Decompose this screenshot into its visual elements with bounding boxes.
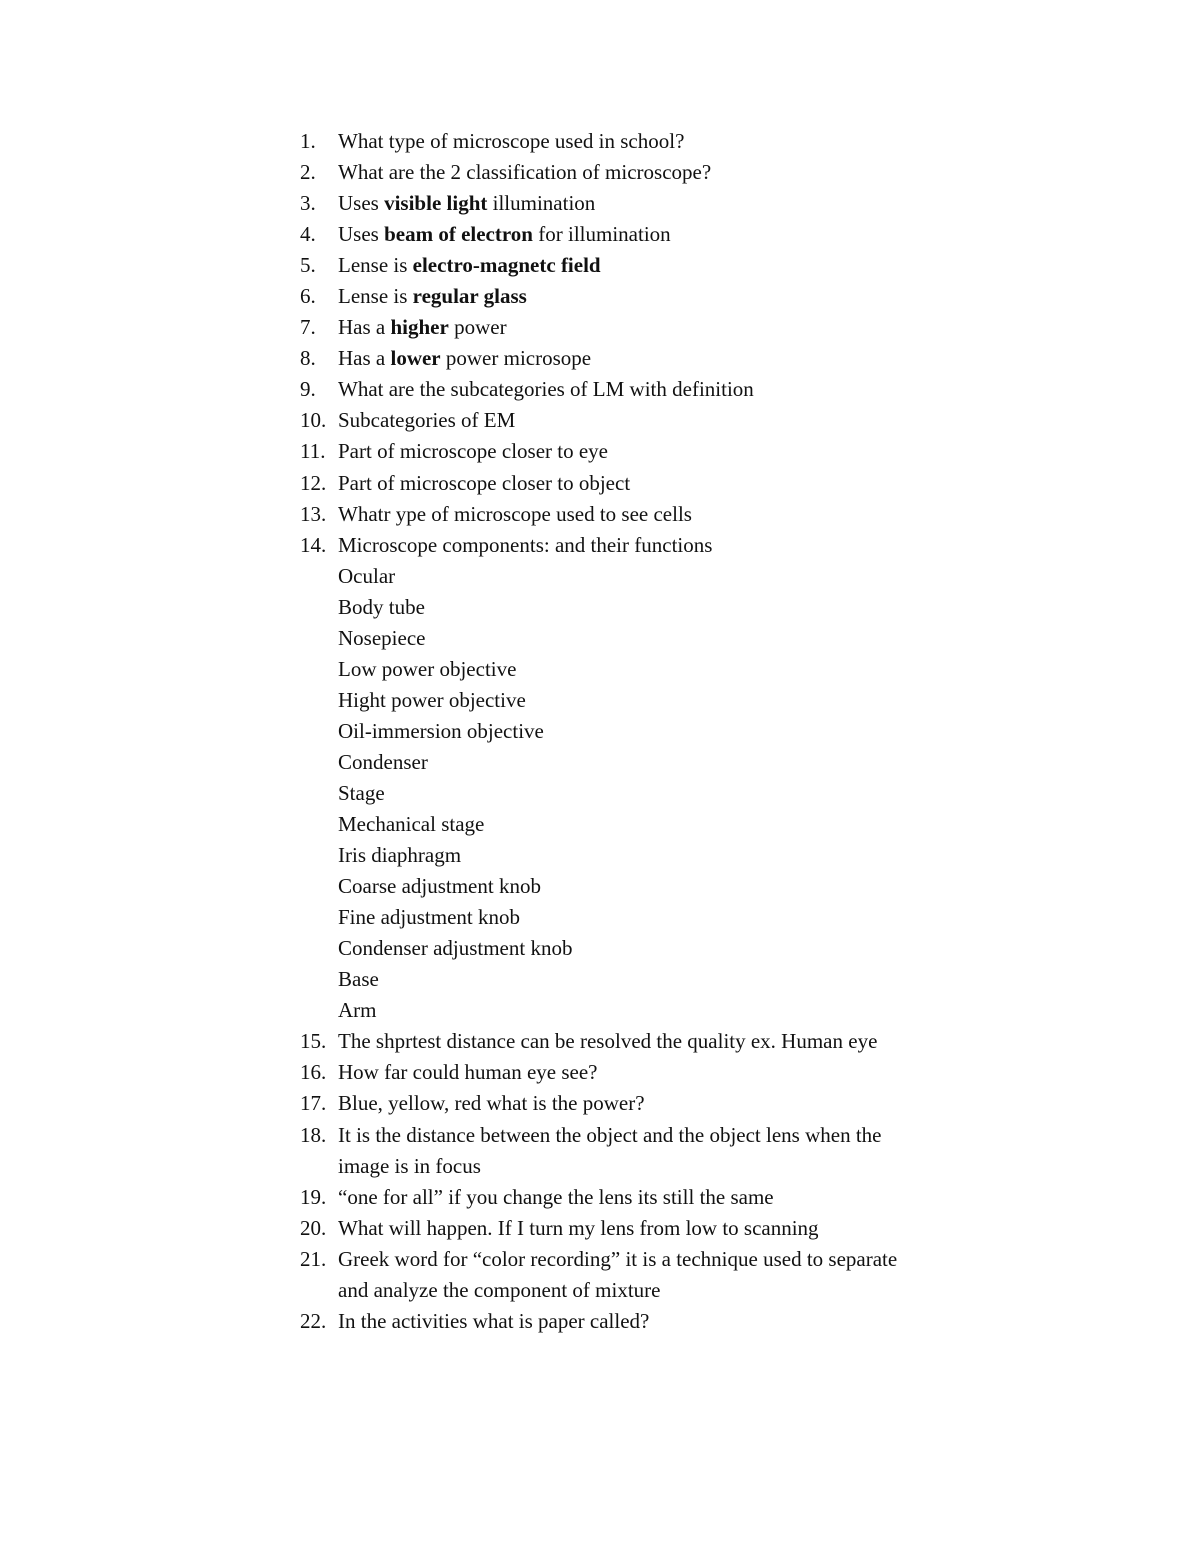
list-item-continuation	[300, 995, 980, 1026]
list-item-text	[338, 809, 980, 840]
list-item-number: 7.	[300, 315, 316, 340]
text-segment: How far could human eye see?	[338, 1060, 598, 1085]
text-segment: Iris diaphragm	[338, 843, 462, 868]
list-item-continuation	[300, 778, 980, 809]
list-item-number: 5.	[300, 253, 316, 278]
list-item-text	[338, 405, 980, 436]
text-segment: Oil-immersion objective	[338, 718, 544, 743]
list-item-text	[338, 685, 980, 716]
list-item	[300, 157, 980, 188]
bold-term: lower	[390, 346, 441, 371]
list-item-text	[338, 343, 980, 374]
text-segment: “one for all” if you change the lens its still the same	[338, 1184, 774, 1209]
list-item-number: 2.	[300, 160, 316, 185]
list-item-text	[338, 436, 980, 467]
list-item-text	[338, 1306, 980, 1337]
list-item-text	[338, 219, 980, 250]
list-item-number: 15.	[300, 1029, 327, 1054]
list-item-text	[338, 1057, 980, 1088]
list-item-text	[338, 312, 980, 343]
list-item	[300, 1213, 980, 1244]
list-item-text	[338, 1244, 980, 1275]
list-item-number: 9.	[300, 377, 316, 402]
list-item-text	[338, 902, 980, 933]
list-item-continuation	[300, 561, 980, 592]
list-item-continuation	[300, 654, 980, 685]
list-item-continuation	[300, 964, 980, 995]
text-segment: Part of microscope closer to object	[338, 470, 631, 495]
text-segment: Base	[338, 967, 379, 992]
list-item-continuation	[300, 592, 980, 623]
list-item-continuation	[300, 716, 980, 747]
list-item	[300, 343, 980, 374]
list-item-number: 17.	[300, 1091, 327, 1116]
bold-term: beam of electron	[384, 222, 533, 247]
text-segment: Fine adjustment knob	[338, 905, 520, 930]
text-segment: Subcategories of EM	[338, 408, 516, 433]
list-item-number: 8.	[300, 346, 316, 371]
list-item-text	[338, 1088, 980, 1119]
list-item	[300, 468, 980, 499]
text-segment: Condenser	[338, 749, 428, 774]
text-segment: Blue, yellow, red what is the power?	[338, 1091, 645, 1116]
question-list	[300, 126, 980, 1337]
text-segment: Has a	[338, 315, 391, 340]
list-item	[300, 250, 980, 281]
list-item-continuation	[300, 1151, 980, 1182]
list-item-continuation	[300, 623, 980, 654]
text-segment: Arm	[338, 998, 377, 1023]
text-segment: Stage	[338, 780, 385, 805]
list-item-number: 20.	[300, 1215, 327, 1240]
list-item-continuation	[300, 747, 980, 778]
text-segment: Low power objective	[338, 656, 517, 681]
list-item-text	[338, 188, 980, 219]
list-item-text	[338, 250, 980, 281]
list-item-text	[338, 126, 980, 157]
list-item-number: 18.	[300, 1122, 327, 1147]
list-item-text	[338, 933, 980, 964]
text-segment: Uses	[338, 222, 385, 247]
list-item-continuation	[300, 871, 980, 902]
text-segment: It is the distance between the object and the object lens when the	[338, 1122, 882, 1147]
list-item-number: 6.	[300, 284, 316, 309]
list-item-continuation	[300, 902, 980, 933]
list-item	[300, 219, 980, 250]
text-segment: illumination	[487, 191, 596, 216]
list-item-text	[338, 157, 980, 188]
text-segment: Mechanical stage	[338, 812, 485, 837]
list-item	[300, 126, 980, 157]
list-item	[300, 1306, 980, 1337]
list-item-number: 11.	[300, 439, 326, 464]
text-segment: Nosepiece	[338, 625, 426, 650]
list-item-text	[338, 374, 980, 405]
text-segment: for illumination	[533, 222, 671, 247]
list-item-text	[338, 468, 980, 499]
text-segment: What are the subcategories of LM with definition	[338, 377, 754, 402]
list-item	[300, 1182, 980, 1213]
list-item	[300, 499, 980, 530]
list-item-text	[338, 1275, 980, 1306]
list-item-text	[338, 747, 980, 778]
list-item	[300, 374, 980, 405]
bold-term: regular glass	[412, 284, 527, 309]
list-item-number: 21.	[300, 1246, 327, 1271]
text-segment: and analyze the component of mixture	[338, 1277, 661, 1302]
list-item-text	[338, 1151, 980, 1182]
list-item-text	[338, 1213, 980, 1244]
list-item	[300, 1057, 980, 1088]
list-item-continuation	[300, 1275, 980, 1306]
list-item-text	[338, 623, 980, 654]
list-item-number: 12.	[300, 470, 327, 495]
list-item	[300, 436, 980, 467]
text-segment: power	[448, 315, 507, 340]
text-segment: In the activities what is paper called?	[338, 1308, 650, 1333]
list-item-number: 3.	[300, 191, 316, 216]
list-item-continuation	[300, 933, 980, 964]
list-item	[300, 405, 980, 436]
list-item-number: 14.	[300, 532, 327, 557]
list-item-text	[338, 778, 980, 809]
list-item	[300, 312, 980, 343]
text-segment: Whatr ype of microscope used to see cells	[338, 501, 692, 526]
list-item-number: 13.	[300, 501, 327, 526]
text-segment: Lense is	[338, 253, 413, 278]
list-item-continuation	[300, 840, 980, 871]
list-item-text	[338, 1026, 980, 1057]
list-item-text	[338, 499, 980, 530]
list-item-text	[338, 654, 980, 685]
list-item-text	[338, 1182, 980, 1213]
text-segment: What will happen. If I turn my lens from low to scanning	[338, 1215, 819, 1240]
text-segment: What are the 2 classification of microscope?	[338, 160, 712, 185]
text-segment: What type of microscope used in school?	[338, 129, 685, 153]
text-segment: Body tube	[338, 594, 425, 619]
list-item	[300, 530, 980, 561]
text-segment: Hight power objective	[338, 687, 526, 712]
list-item-text	[338, 995, 980, 1026]
list-item-number: 4.	[300, 222, 316, 247]
list-item-text	[338, 561, 980, 592]
list-item-number: 22.	[300, 1308, 327, 1333]
list-item-continuation	[300, 809, 980, 840]
list-item-number: 1.	[300, 129, 316, 153]
list-item-text	[338, 1120, 980, 1151]
list-item	[300, 1088, 980, 1119]
list-item-text	[338, 716, 980, 747]
text-segment: Condenser adjustment knob	[338, 936, 573, 961]
list-item-text	[338, 964, 980, 995]
text-segment: Coarse adjustment knob	[338, 874, 541, 899]
list-item-number: 16.	[300, 1060, 327, 1085]
text-segment: power microsope	[440, 346, 592, 371]
text-segment: Microscope components: and their functions	[338, 532, 713, 557]
list-item-number: 10.	[300, 408, 327, 433]
list-item-text	[338, 840, 980, 871]
list-item-number: 19.	[300, 1184, 327, 1209]
list-item	[300, 281, 980, 312]
list-item-text	[338, 592, 980, 623]
list-item-text	[338, 281, 980, 312]
bold-term: visible light	[384, 191, 488, 216]
list-item-text	[338, 530, 980, 561]
list-item-continuation	[300, 685, 980, 716]
text-segment: Greek word for “color recording” it is a technique used to separate	[338, 1246, 898, 1271]
text-segment: image is in focus	[338, 1153, 481, 1178]
text-segment: Ocular	[338, 563, 396, 588]
list-item	[300, 1026, 980, 1057]
text-segment: Part of microscope closer to eye	[338, 439, 608, 464]
text-segment: Lense is	[338, 284, 413, 309]
list-item	[300, 1244, 980, 1275]
list-item	[300, 188, 980, 219]
list-item-text	[338, 871, 980, 902]
text-segment: Has a	[338, 346, 391, 371]
bold-term: electro-magnetc field	[412, 253, 601, 278]
bold-term: higher	[390, 315, 449, 340]
text-segment: Uses	[338, 191, 385, 216]
text-segment: The shprtest distance can be resolved the quality ex. Human eye	[338, 1029, 878, 1054]
list-item	[300, 1120, 980, 1151]
